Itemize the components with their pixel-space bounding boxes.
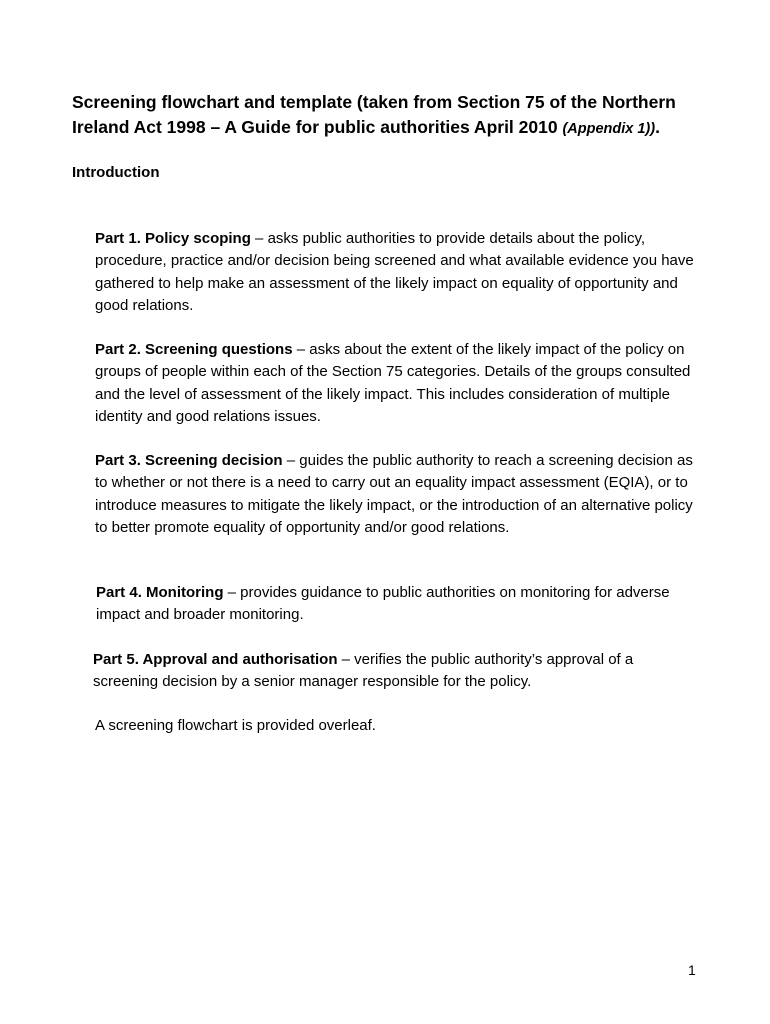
part-3-text: – guides the public authority to reach a screening decision as to whether or not there is a need to carry out an equality impact assessment (EQIA), or to introduce measures to mitigate the likely impact, or the introduction of an alternative policy to better promote equality of opportunity and/or good relations. <box>95 452 693 536</box>
part-5-paragraph <box>93 649 693 694</box>
part-5-text: – verifies the public authority’s approval of a screening decision by a senior manager responsible for the policy. <box>93 651 634 691</box>
part-3-heading: Part 3. Screening decision <box>95 452 283 469</box>
title-appendix-text: (Appendix 1)) <box>562 121 656 137</box>
part-5-heading: Part 5. Approval and authorisation <box>93 651 338 668</box>
part-4-text: – provides guidance to public authorities on monitoring for adverse impact and broader monitoring. <box>96 584 670 624</box>
part-2-heading: Part 2. Screening questions <box>95 341 293 358</box>
flowchart-note: A screening flowchart is provided overleaf. <box>95 717 376 734</box>
part-2-paragraph <box>95 339 695 428</box>
document-title <box>72 90 712 142</box>
introduction-heading: Introduction <box>72 164 160 181</box>
part-4-heading: Part 4. Monitoring <box>96 584 224 601</box>
part-1-heading: Part 1. Policy scoping <box>95 230 251 247</box>
part-1-text: – asks public authorities to provide details about the policy, procedure, practice and/or decision being screened and what available evidence you have gathered to help make an assessment of the likely impact on equality of opportunity and good relations. <box>95 230 694 314</box>
page-number: 1 <box>688 962 696 978</box>
title-end-punctuation: . <box>655 117 660 137</box>
part-3-paragraph <box>95 450 695 539</box>
part-4-paragraph <box>96 582 686 627</box>
part-2-text: – asks about the extent of the likely impact of the policy on groups of people within each of the Section 75 categories. Details of the groups consulted and the level of assessment of the likely impact. This includes consideration of multiple identity and good relations issues. <box>95 341 691 425</box>
part-1-paragraph <box>95 228 695 317</box>
title-main-text: Screening flowchart and template (taken from Section 75 of the Northern Ireland Act 1998 – A Guide for public authorities April 2010 <box>72 92 676 137</box>
